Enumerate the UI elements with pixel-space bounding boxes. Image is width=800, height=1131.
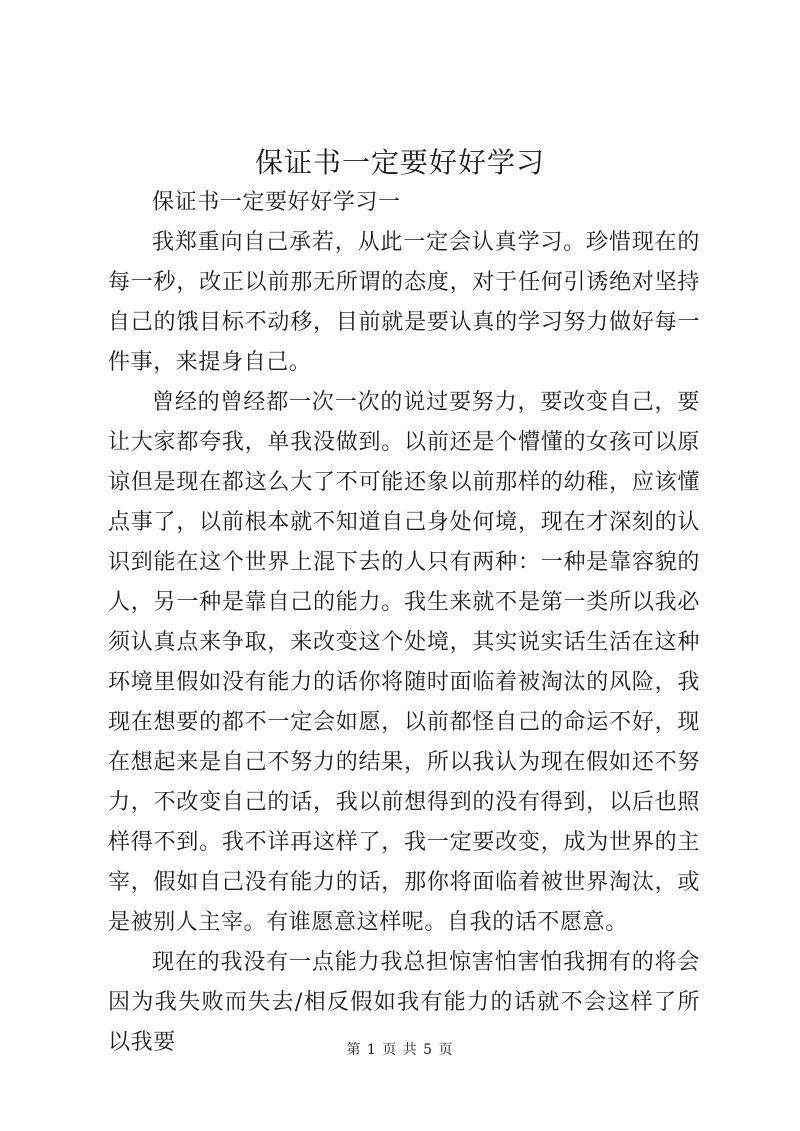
paragraph-subtitle: 保证书一定要好好学习一 — [152, 190, 401, 215]
page-number-footer: 第 1 页 共 5 页 — [346, 1042, 454, 1058]
paragraph: 我郑重向自己承若，从此一定会认真学习。珍惜现在的每一秒，改正以前那无所谓的态度，对于任何引诱绝对坚持自己的饿目标不动移，目前就是要认真的学习努力做好每一件事，来提身自己。 — [108, 230, 700, 375]
document-title: 保证书一定要好好学习 — [254, 146, 545, 179]
paragraph: 现在的我没有一点能力我总担惊害怕害怕我拥有的将会因为我失败而失去/相反假如我有能力的话就不会这样了所以我要 — [108, 950, 700, 1055]
paragraph: 曾经的曾经都一次一次的说过要努力，要改变自己，要让大家都夸我，单我没做到。以前还是个懵懂的女孩可以原谅但是现在都这么大了不可能还象以前那样的幼稚，应该懂点事了，以前根本就不知道自己身处何境，现在才深刻的认识到能在这个世界上混下去的人只有两种：一种是靠容貌的人，另一种是靠自己的能力。我生来就不是第一类所以我必须认真点来争取，来改变这个处境，其实说实话生活在这种环境里假如没有能力的话你将随时面临着被淘汰的风险，我现在想要的都不一定会如愿，以前都怪自己的命运不好，现在想起来是自己不努力的结果，所以我认为现在假如还不努力，不改变自己的话，我以前想得到的没有得到，以后也照样得不到。我不详再这样了，我一定要改变，成为世界的主宰，假如自己没有能力的话，那你将面临着被世界淘汰，或是被别人主宰。有谁愿意这样呢。自我的话不愿意。 — [108, 390, 700, 935]
document-body — [108, 183, 700, 1063]
